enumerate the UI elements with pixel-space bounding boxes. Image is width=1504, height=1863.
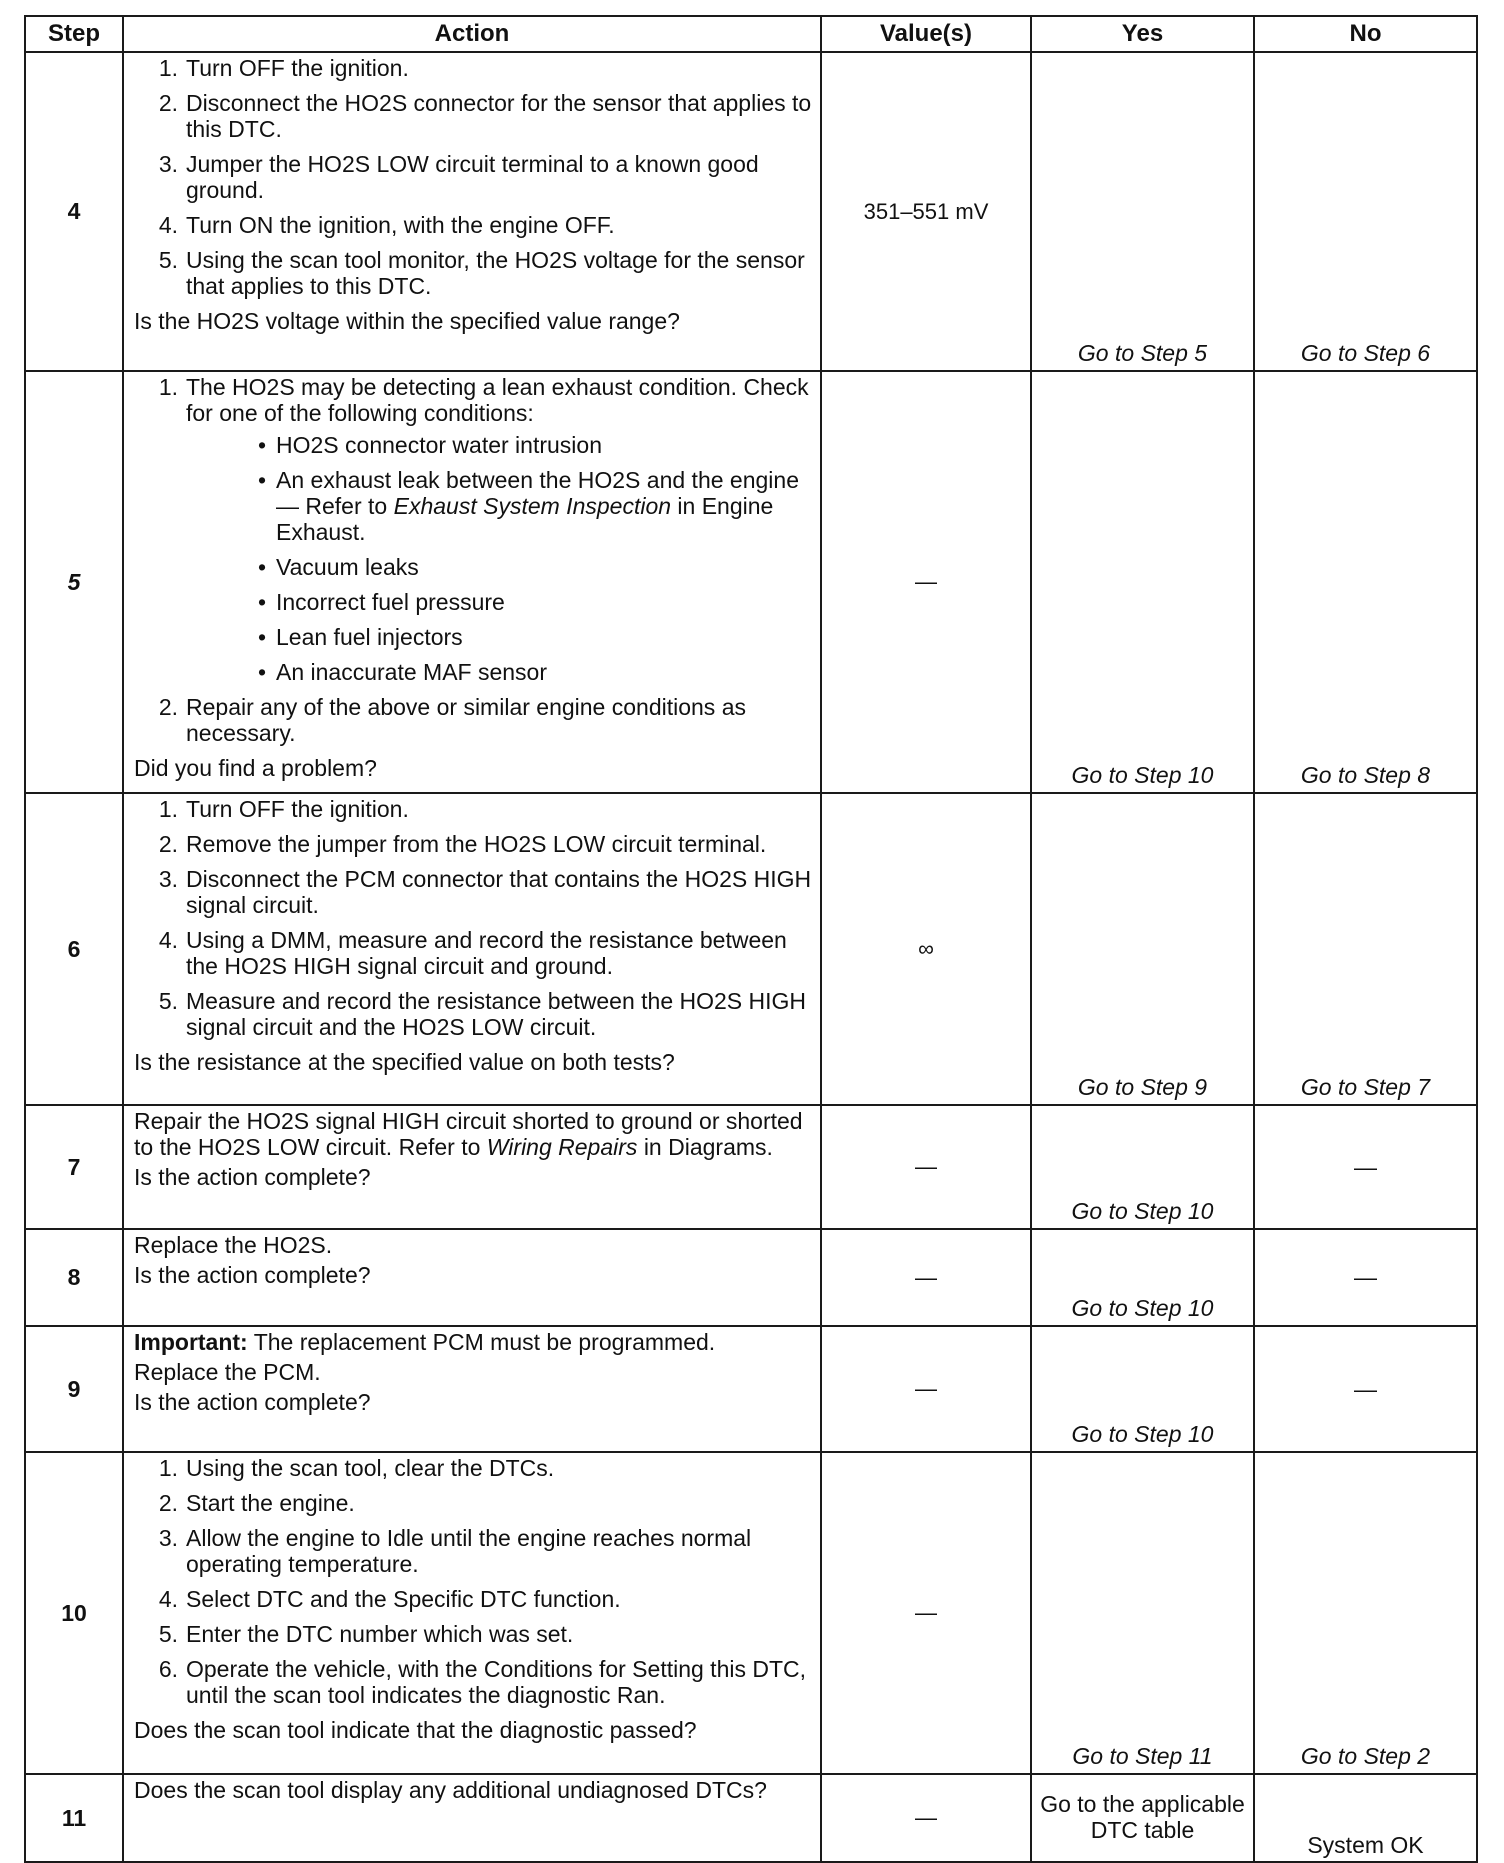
header-row bbox=[25, 16, 1477, 52]
list-item: 4. Select DTC and the Specific DTC function. bbox=[158, 1586, 621, 1612]
question: Is the action complete? bbox=[134, 1262, 371, 1288]
diagnostic-table bbox=[24, 15, 1478, 1863]
table-row-step-10 bbox=[25, 1452, 1477, 1774]
list-item: 1. Turn OFF the ignition. bbox=[158, 55, 409, 81]
bullet-item: • An inaccurate MAF sensor bbox=[257, 659, 548, 685]
table-row-step-6 bbox=[25, 793, 1477, 1105]
list-item: 1. The HO2S may be detecting a lean exhaust condition. Check for one of the following conditions: • HO2S connector water intrusion • An exhaust leak between the HO2S and the engine — Refer to Exhaust System Inspection in Engine Exhaust. • Vacuum leaks • Incorrect fuel pressure • Lean fuel injectors • An inaccurate MAF sensor bbox=[134, 374, 812, 685]
table-row-step-8 bbox=[25, 1229, 1477, 1326]
action-cell bbox=[123, 1774, 821, 1862]
yes-cell bbox=[1031, 52, 1254, 371]
header-no: No bbox=[1254, 16, 1477, 52]
action-list bbox=[134, 55, 812, 299]
list-item: 2. Start the engine. bbox=[158, 1490, 355, 1516]
list-item: 1. Turn OFF the ignition. bbox=[158, 796, 409, 822]
step-number: 5 bbox=[25, 371, 123, 793]
yes-link: Go to Step 9 bbox=[1077, 1074, 1208, 1100]
table-row-step-11 bbox=[25, 1774, 1477, 1862]
no-link: Go to Step 6 bbox=[1300, 340, 1431, 366]
action-cell bbox=[123, 52, 821, 371]
list-item: 4. Turn ON the ignition, with the engine OFF. bbox=[158, 212, 615, 238]
value-cell: 351–551 mV bbox=[821, 52, 1031, 371]
bullet-item: • HO2S connector water intrusion bbox=[257, 432, 602, 458]
question: Is the action complete? bbox=[134, 1389, 371, 1415]
condition-list bbox=[186, 432, 812, 685]
list-item: 2. Repair any of the above or similar engine conditions as necessary. bbox=[158, 694, 746, 746]
no-cell: — bbox=[1254, 1326, 1477, 1452]
question: Is the HO2S voltage within the specified value range? bbox=[134, 308, 680, 334]
bullet-item: • Vacuum leaks bbox=[257, 554, 419, 580]
yes-link: Go to Step 10 bbox=[1071, 1198, 1214, 1224]
action-list bbox=[134, 1455, 812, 1708]
no-cell bbox=[1254, 1452, 1477, 1774]
value-cell: — bbox=[821, 371, 1031, 793]
yes-link: Go to Step 10 bbox=[1071, 762, 1214, 788]
no-cell bbox=[1254, 371, 1477, 793]
action-cell bbox=[123, 1452, 821, 1774]
important-note: Important: The replacement PCM must be programmed. bbox=[134, 1329, 716, 1355]
question: Is the action complete? bbox=[134, 1164, 371, 1190]
step-number: 10 bbox=[25, 1452, 123, 1774]
step-number: 7 bbox=[25, 1105, 123, 1229]
table-row-step-4 bbox=[25, 52, 1477, 371]
yes-text: Go to the applicable DTC table bbox=[1040, 1791, 1245, 1843]
value-cell: — bbox=[821, 1774, 1031, 1862]
value-cell: — bbox=[821, 1105, 1031, 1229]
header-action: Action bbox=[123, 16, 821, 52]
reference-link: Wiring Repairs bbox=[486, 1134, 638, 1160]
yes-link: Go to Step 11 bbox=[1072, 1743, 1213, 1769]
reference-link: Exhaust System Inspection bbox=[393, 493, 672, 519]
yes-cell bbox=[1031, 1452, 1254, 1774]
yes-cell bbox=[1031, 1105, 1254, 1229]
value-cell: — bbox=[821, 1326, 1031, 1452]
action-list bbox=[134, 374, 812, 746]
yes-cell bbox=[1031, 1774, 1254, 1862]
header-step: Step bbox=[25, 16, 123, 52]
list-item: 1. Using the scan tool, clear the DTCs. bbox=[158, 1455, 555, 1481]
item-text: The HO2S may be detecting a lean exhaust condition. Check for one of the following conditions: bbox=[186, 374, 809, 426]
list-item: 2. Disconnect the HO2S connector for the sensor that applies to this DTC. bbox=[158, 90, 812, 142]
step-number: 4 bbox=[25, 52, 123, 371]
question: Is the resistance at the specified value on both tests? bbox=[134, 1049, 675, 1075]
value-cell: ∞ bbox=[821, 793, 1031, 1105]
list-item: 4. Using a DMM, measure and record the resistance between the HO2S HIGH signal circuit and ground. bbox=[158, 927, 787, 979]
yes-link: Go to Step 10 bbox=[1071, 1295, 1214, 1321]
list-item: 5. Using the scan tool monitor, the HO2S voltage for the sensor that applies to this DTC. bbox=[158, 247, 805, 299]
yes-cell bbox=[1031, 1326, 1254, 1452]
no-text: System OK bbox=[1307, 1832, 1424, 1858]
list-item: 3. Jumper the HO2S LOW circuit terminal to a known good ground. bbox=[158, 151, 759, 203]
no-cell: — bbox=[1254, 1105, 1477, 1229]
list-item: 3. Allow the engine to Idle until the engine reaches normal operating temperature. bbox=[158, 1525, 752, 1577]
action-cell bbox=[123, 1229, 821, 1326]
table-row-step-9 bbox=[25, 1326, 1477, 1452]
no-cell bbox=[1254, 793, 1477, 1105]
yes-cell bbox=[1031, 1229, 1254, 1326]
action-cell bbox=[123, 371, 821, 793]
bullet-item: • Lean fuel injectors bbox=[257, 624, 463, 650]
table-row-step-5 bbox=[25, 371, 1477, 793]
step-number: 6 bbox=[25, 793, 123, 1105]
action-text: Replace the PCM. bbox=[134, 1359, 321, 1385]
action-cell bbox=[123, 793, 821, 1105]
yes-link: Go to Step 10 bbox=[1071, 1421, 1214, 1447]
step-number: 8 bbox=[25, 1229, 123, 1326]
no-cell bbox=[1254, 52, 1477, 371]
action-cell bbox=[123, 1326, 821, 1452]
no-link: Go to Step 8 bbox=[1300, 762, 1431, 788]
yes-cell bbox=[1031, 793, 1254, 1105]
question: Does the scan tool indicate that the diagnostic passed? bbox=[134, 1717, 697, 1743]
question: Does the scan tool display any additional undiagnosed DTCs? bbox=[134, 1777, 767, 1803]
action-cell bbox=[123, 1105, 821, 1229]
no-cell: — bbox=[1254, 1229, 1477, 1326]
yes-link: Go to Step 5 bbox=[1077, 340, 1208, 366]
step-number: 11 bbox=[25, 1774, 123, 1862]
action-text: Repair the HO2S signal HIGH circuit shorted to ground or shorted to the HO2S LOW circuit. Refer to Wiring Repairs in Diagrams. bbox=[134, 1108, 803, 1160]
bullet-item: • An exhaust leak between the HO2S and the engine — Refer to Exhaust System Inspection in Engine Exhaust. bbox=[257, 467, 799, 545]
yes-cell bbox=[1031, 371, 1254, 793]
no-link: Go to Step 2 bbox=[1300, 1743, 1431, 1769]
header-yes: Yes bbox=[1031, 16, 1254, 52]
value-cell: — bbox=[821, 1452, 1031, 1774]
list-item: 5. Measure and record the resistance between the HO2S HIGH signal circuit and the HO2S LOW circuit. bbox=[158, 988, 807, 1040]
no-cell bbox=[1254, 1774, 1477, 1862]
question: Did you find a problem? bbox=[134, 755, 377, 781]
action-text: Replace the HO2S. bbox=[134, 1232, 333, 1258]
list-item: 5. Enter the DTC number which was set. bbox=[158, 1621, 574, 1647]
bullet-item: • Incorrect fuel pressure bbox=[257, 589, 505, 615]
value-cell: — bbox=[821, 1229, 1031, 1326]
table-row-step-7 bbox=[25, 1105, 1477, 1229]
step-number: 9 bbox=[25, 1326, 123, 1452]
list-item: 3. Disconnect the PCM connector that contains the HO2S HIGH signal circuit. bbox=[158, 866, 812, 918]
no-link: Go to Step 7 bbox=[1300, 1074, 1431, 1100]
action-list bbox=[134, 796, 812, 1040]
list-item: 2. Remove the jumper from the HO2S LOW circuit terminal. bbox=[158, 831, 767, 857]
list-item: 6. Operate the vehicle, with the Conditions for Setting this DTC, until the scan tool indicates the diagnostic Ran. bbox=[158, 1656, 807, 1708]
header-values: Value(s) bbox=[821, 16, 1031, 52]
